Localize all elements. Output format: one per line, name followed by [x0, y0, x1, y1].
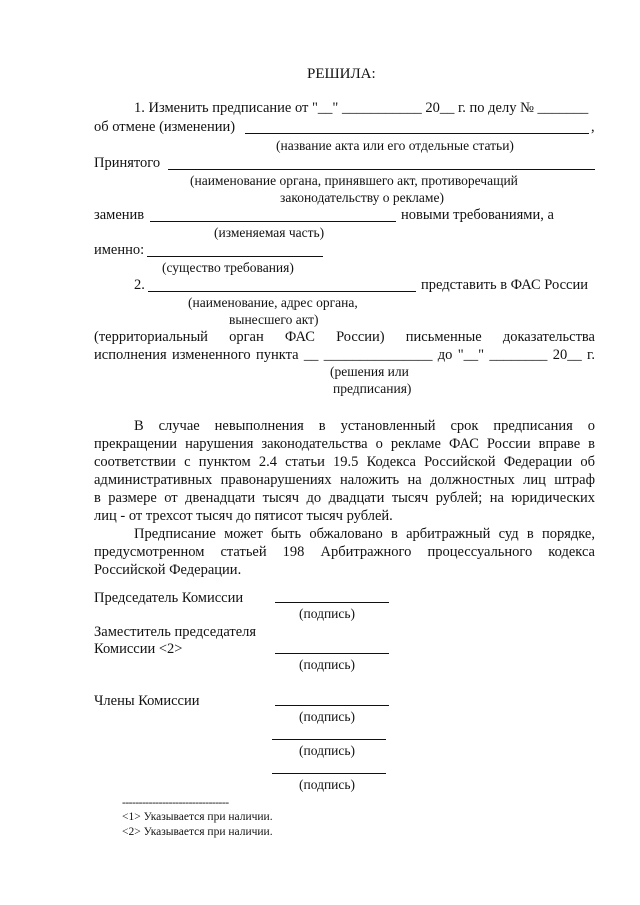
page-title: РЕШИЛА: [307, 66, 376, 82]
item1-act-end: , [591, 119, 595, 135]
signature-deputy-line [275, 653, 389, 654]
item2-present-text: представить в ФАС России [421, 277, 588, 293]
signature-chairman-line [275, 602, 389, 603]
signature-deputy-label-1: Заместитель председателя [94, 624, 257, 640]
caption-org-1: (наименование, адрес органа, [188, 295, 358, 310]
item1-act-label: об отмене (изменении) [94, 119, 239, 135]
replace-part-blank [150, 221, 396, 222]
territorial-line: (территориальный орган ФАС России) письменные доказательства [94, 329, 595, 345]
appeal-line-2: предусмотренном статьей 198 Арбитражного процессуального кодекса [94, 544, 595, 560]
penalty-line-3: соответствии с пунктом 2.4 статьи 19.5 Кодекса Российской Федерации об [94, 454, 595, 470]
penalty-line-1: В случае невыполнения в установленный срок предписания о [134, 418, 595, 434]
penalty-line-5: в размере от двенадцати тысяч до двадцати тысяч рублей; на юридических [94, 490, 595, 506]
caption-org-2: вынесшего акт) [229, 312, 319, 327]
caption-act-name: (название акта или его отдельные статьи) [276, 138, 514, 153]
caption-body-2: законодательству о рекламе) [280, 190, 444, 205]
caption-decision-2: предписания) [333, 381, 412, 396]
item1-line1: 1. Изменить предписание от "__" ___________ 20__ г. по делу № _______ [134, 100, 589, 116]
caption-body-1: (наименование органа, принявшего акт, противоречащий [190, 173, 518, 188]
replace-label: заменив [94, 207, 145, 223]
appeal-line-1: Предписание может быть обжаловано в арбитражный суд в порядке, [134, 526, 595, 542]
penalty-line-6: лиц - от трехсот тысяч до пятисот тысяч рублей. [94, 508, 393, 524]
signature-caption-deputy: (подпись) [299, 657, 356, 672]
signature-chairman-label: Председатель Комиссии [94, 590, 244, 606]
footnote-1: <1> Указывается при наличии. [122, 811, 273, 823]
signature-members-label: Члены Комиссии [94, 693, 200, 709]
footnote-separator: -------------------------------- [122, 797, 229, 809]
signature-caption-member-3: (подпись) [299, 777, 356, 792]
org-blank [148, 291, 416, 292]
caption-changed-part: (изменяемая часть) [214, 225, 325, 240]
namely-blank [147, 256, 323, 257]
replace-end: новыми требованиями, а [401, 207, 554, 223]
act-name-blank [245, 133, 589, 134]
namely-label: именно: [94, 242, 145, 258]
item2-number: 2. [134, 277, 145, 293]
adopted-label: Принятого [94, 155, 161, 171]
caption-essence: (существо требования) [162, 260, 294, 275]
signature-caption-member-1: (подпись) [299, 709, 356, 724]
signature-deputy-label-2: Комиссии <2> [94, 641, 183, 657]
signature-member-line-1 [275, 705, 389, 706]
signature-member-line-2 [272, 739, 386, 740]
execution-line: исполнения измененного пункта __ _______________ до "__" ________ 20__ г. [94, 347, 595, 363]
penalty-line-4: административных правонарушениях наложить на должностных лиц штраф [94, 472, 595, 488]
signature-caption-member-2: (подпись) [299, 743, 356, 758]
signature-caption-chairman: (подпись) [299, 606, 356, 621]
penalty-line-2: прекращении нарушения законодательства о рекламе ФАС России вправе в [94, 436, 595, 452]
appeal-line-3: Российской Федерации. [94, 562, 242, 578]
adopted-body-blank [168, 169, 595, 170]
footnote-2: <2> Указывается при наличии. [122, 826, 273, 838]
caption-decision-1: (решения или [330, 364, 409, 379]
signature-member-line-3 [272, 773, 386, 774]
